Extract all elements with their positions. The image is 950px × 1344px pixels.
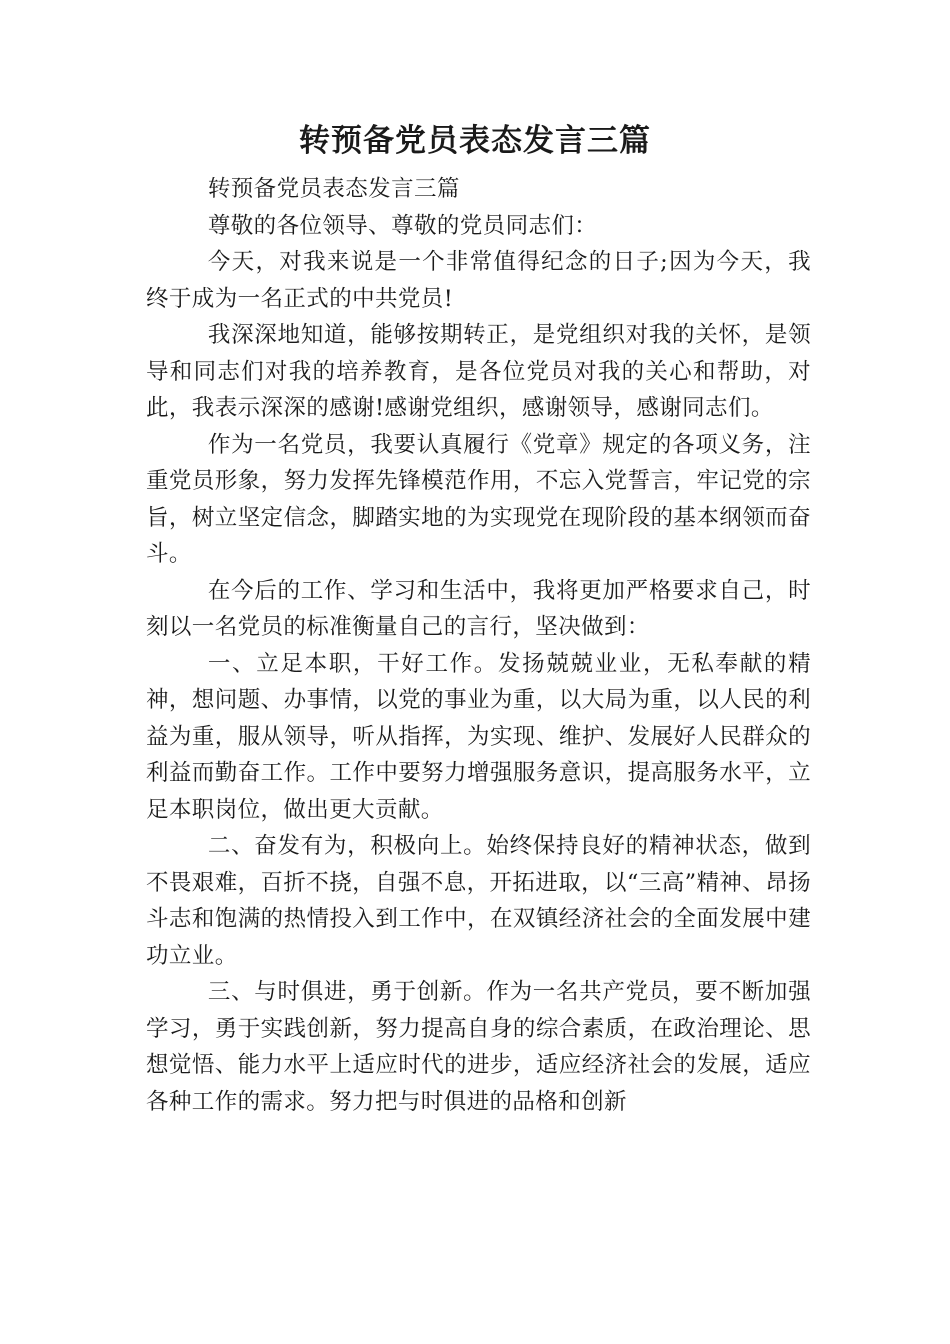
paragraph: 三、与时俱进，勇于创新。作为一名共产党员，要不断加强学习，勇于实践创新，努力提高自身的综合素质，在政治理论、思想觉悟、能力水平上适应时代的进步，适应经济社会的发展，适应各种工作的需求。努力把与时俱进的品格和创新 <box>146 979 811 1115</box>
paragraph-subtitle: 转预备党员表态发言三篇 <box>207 176 460 202</box>
document-title: 转预备党员表态发言三篇 <box>299 123 651 159</box>
document-body <box>146 171 811 1120</box>
paragraph: 在今后的工作、学习和生活中，我将更加严格要求自己，时刻以一名党员的标准衡量自己的言行，坚决做到： <box>146 577 811 640</box>
paragraph: 一、立足本职，干好工作。发扬兢兢业业，无私奉献的精神，想问题、办事情，以党的事业为重，以大局为重，以人民的利益为重，服从领导，听从指挥，为实现、维护、发展好人民群众的利益而勤奋工作。工作中要努力增强服务意识，提高服务水平，立足本职岗位，做出更大贡献。 <box>146 650 811 823</box>
paragraph: 作为一名党员，我要认真履行《党章》规定的各项义务，注重党员形象，努力发挥先锋模范作用，不忘入党誓言，牢记党的宗旨，树立坚定信念，脚踏实地的为实现党在现阶段的基本纲领而奋斗。 <box>146 431 811 567</box>
paragraph-salutation: 尊敬的各位领导、尊敬的党员同志们： <box>207 212 598 239</box>
paragraph: 二、奋发有为，积极向上。始终保持良好的精神状态，做到不畏艰难，百折不挠，自强不息，开拓进取，以“三高”精神、昂扬斗志和饱满的热情投入到工作中，在双镇经济社会的全面发展中建功立业。 <box>146 833 812 969</box>
paragraph: 我深深地知道，能够按期转正，是党组织对我的关怀，是领导和同志们对我的培养教育，是各位党员对我的关心和帮助，对此，我表示深深的感谢!感谢党组织，感谢领导，感谢同志们。 <box>146 322 811 421</box>
paragraph: 今天，对我来说是一个非常值得纪念的日子;因为今天，我终于成为一名正式的中共党员! <box>146 249 811 312</box>
